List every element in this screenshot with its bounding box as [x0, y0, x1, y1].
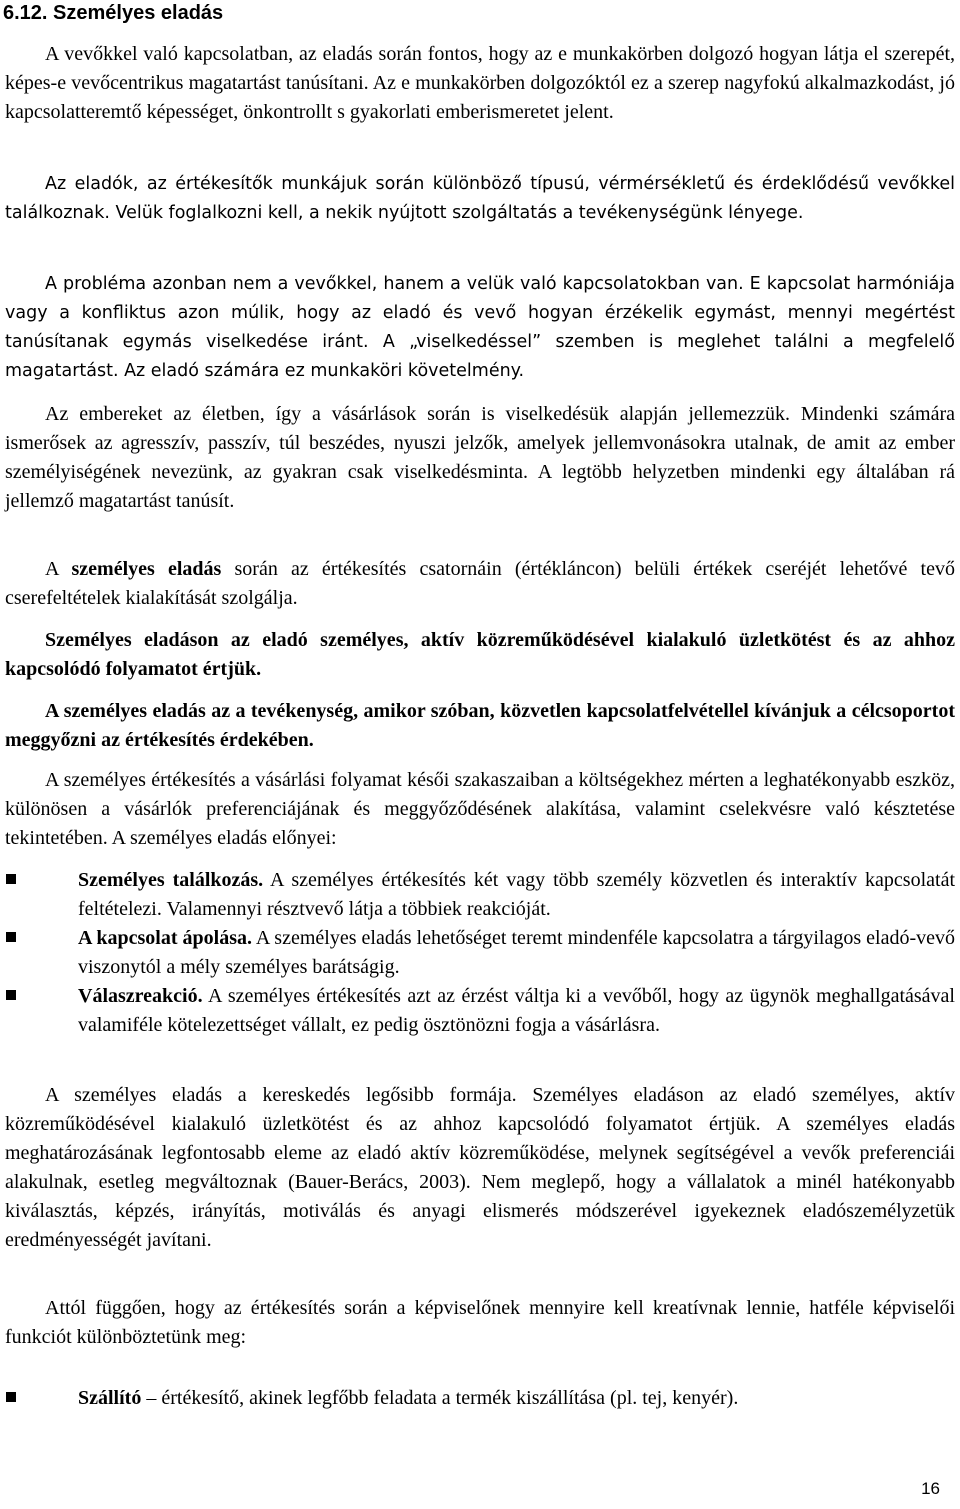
- paragraph-functions: Attól függően, hogy az értékesítés során a képviselőnek mennyire kell kreatívnak lennie, hatféle képviselői funkciót különböztetünk meg:: [5, 1297, 955, 1348]
- paragraph-advantages: A személyes értékesítés a vásárlási folyamat késői szakaszaiban a költségekhez mérten a leghatékonyabb eszköz, különösen a vásárlók preferenciájának és meggyőződésének alakítása, valamint cselekvésre való késztetése tekintetében. A személyes eladás előnyei:: [5, 769, 955, 849]
- paragraph-sellers: Az eladók, az értékesítők munkájuk során különböző típusú, vérmérsékletű és érdeklődésű vevőkkel találkoznak. Velük foglalkozni kell, a nekik nyújtott szolgáltatás a tevékenységünk lényege.: [5, 174, 955, 223]
- page-number: 16: [921, 1479, 940, 1498]
- paragraph-intro: A vevőkkel való kapcsolatban, az eladás során fontos, hogy az e munkakörben dolgozó hogyan látja el szerepét, képes-e vevőcentrikus magatartást tanúsítani. Az e munkakörben dolgozóktól ez a szerep nagyfokú alkalmazkodást, jó kapcsolatteremtő képességet, önkontrollt s gyakorlati emberismeretet jelent.: [5, 43, 955, 123]
- list-item: Személyes találkozás. A személyes értékesítés két vagy több személy közvetlen és interaktív kapcsolatát feltételezi. Valamennyi résztvevő látja a többiek reakcióját.: [55, 866, 955, 924]
- list-item: Szállító – értékesítő, akinek legfőbb feladata a termék kiszállítása (pl. tej, kenyér).: [55, 1384, 955, 1413]
- paragraph-behaviour: Az embereket az életben, így a vásárlások során is viselkedésük alapján jellemezzük. Mindenki számára ismerősek az agresszív, passzív, túl beszédes, nyuszi jelzők, amelyek jellemvonásokra utalnak, de amit az ember személyiségének nevezünk, az gyakran csak viselkedésminta. A legtöbb helyzetben mindenki egy általában rá jellemző magatartást tanúsít.: [5, 403, 955, 512]
- square-bullet-icon: [6, 932, 16, 942]
- paragraph-definition-2: A személyes eladás az a tevékenység, amikor szóban, közvetlen kapcsolatfelvétellel kívánjuk a célcsoportot meggyőzni az értékesítés érdekében.: [5, 700, 955, 751]
- square-bullet-icon: [6, 1392, 16, 1402]
- square-bullet-icon: [6, 874, 16, 884]
- paragraph-definition-1: Személyes eladáson az eladó személyes, aktív közreműködésével kialakuló üzletkötést és az ahhoz kapcsolódó folyamatot értjük.: [5, 629, 955, 680]
- section-heading: 6.12. Személyes eladás: [3, 2, 224, 24]
- paragraph-history: A személyes eladás a kereskedés legősibb formája. Személyes eladáson az eladó személyes, aktív közreműködésével kialakuló üzletkötést és az ahhoz kapcsolódó folyamatot értjük. A személyes eladás meghatározásának legfontosabb eleme az eladó aktív közreműködése, melynek segítségével a vevők preferenciái alakulnak, esetleg megváltoznak (Bauer-Berács, 2003). Nem meglepő, hogy a vállalatok a minél hatékonyabb kiválasztás, képzés, irányítás, motiválás és anyagi elismerés módszerével igyekeznek eladószemélyzetük eredményességét javítani.: [5, 1084, 955, 1251]
- list-item: A kapcsolat ápolása. A személyes eladás lehetőséget teremt mindenféle kapcsolatra a tárgyilagos eladó-vevő viszonytól a mély személyes barátságig.: [55, 924, 955, 982]
- paragraph-personal-selling: A személyes eladás során az értékesítés csatornáin (értékláncon) belüli értékek cseréjét lehetővé tevő cserefeltételek kialakítását szolgálja.: [5, 558, 955, 609]
- list-item: Válaszreakció. A személyes értékesítés azt az érzést váltja ki a vevőből, hogy az ügynök meghallgatásával valamiféle kötelezettséget vállalt, ez pedig ösztönözni fogja a vásárlásra.: [55, 982, 955, 1040]
- square-bullet-icon: [6, 990, 16, 1000]
- paragraph-problem: A probléma azonban nem a vevőkkel, hanem a velük való kapcsolatokban van. E kapcsolat harmóniája vagy a konfliktus azon múlik, hogy az eladó és vevő hogyan érzékelik egymást, mennyi megértést tanúsítanak egymás viselkedése iránt. A „viselkedéssel” szemben is meglehet találni a megfelelő magatartást. Az eladó számára ez munkaköri követelmény.: [5, 274, 955, 381]
